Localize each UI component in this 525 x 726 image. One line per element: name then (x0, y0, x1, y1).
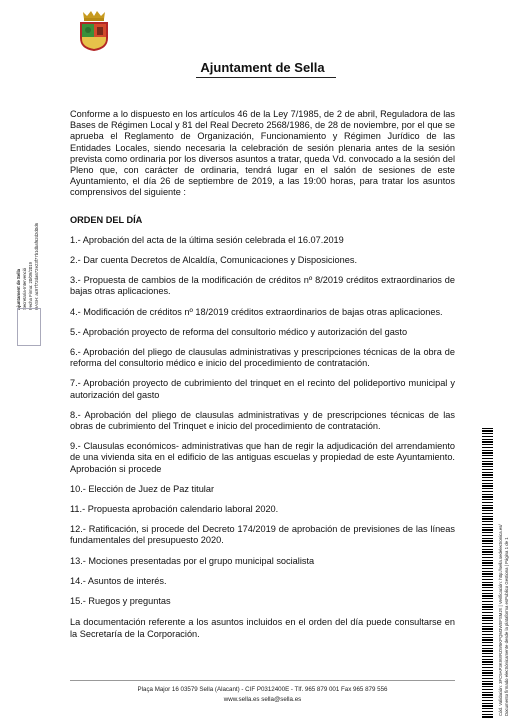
agenda-item: 3.- Propuesta de cambios de la modificación de créditos nº 8/2019 créditos extraordinarios de bajas otras aplicaciones. (70, 275, 455, 297)
agenda-item: 5.- Aprobación proyecto de reforma del consultorio médico y autorización del gasto (70, 326, 408, 337)
footer-divider (70, 680, 455, 681)
validation-sidebar (498, 416, 509, 716)
page-title: Ajuntament de Sella (200, 60, 325, 75)
closing-paragraph: La documentación referente a los asuntos incluidos en el orden del día puede consultarse en la Secretaría de la Corporación. (70, 617, 455, 639)
footer-contact: www.sella.es sella@sella.es (223, 696, 302, 703)
agenda-item: 7.- Aprobación proyecto de cubrimiento del trinquet en el recinto del polideportivo municipal y autorización del gasto (70, 378, 455, 400)
agenda-item: 6.- Aprobación del pliego de clausulas administrativas y prescripciones técnicas de la obra de reforma del consultorio médico e inicio del procedimiento de contratación. (70, 347, 455, 369)
agenda-item: 13.- Mociones presentadas por el grupo municipal socialista (70, 555, 315, 566)
agenda-item: 15.- Ruegos y preguntas (70, 596, 171, 607)
signature-date: Fecha Firma: 20/09/2019 (28, 261, 33, 310)
signer-role: Secretaria-Intervenció (22, 267, 27, 310)
agenda-item: 2.- Dar cuenta Decretos de Alcaldía, Comunicaciones y Disposiciones. (70, 255, 357, 266)
agenda-item: 9.- Clausulas económicos- administrativas que han de regir la adjudicación del arrendamiento de una vivienda sita en el edificio de las antiguas escuelas y propiedad de este Ayuntamiento. Aprobación si procede (70, 441, 455, 474)
signer-name: Ajuntament de Sella (16, 268, 21, 310)
title-underline (196, 77, 336, 78)
signature-sidebar (14, 70, 44, 330)
intro-paragraph: Conforme a lo dispuesto en los artículos 46 de la Ley 7/1985, de 2 de abril, Reguladora de las Bases de Régimen Local y 81 del Real Decreto 2568/1986, de 28 de noviembre, por el que se aprueba el Reglamento de Organización, Funcionamiento y Régimen Jurídico de las Entidades Locales, siendo necesaria la celebración de sesión plenaria antes de la sesión prevista como ordinaria por los diversos asuntos a tratar, queda Vd. convocado a la sesión del Pleno que, con carácter de ordinaria, tendrá lugar en el salón de sesiones de este Ayuntamiento, el día 26 de septiembre de 2019, a las 19:00 horas, para tratar los asuntos comprensivos del siguiente : (70, 109, 455, 198)
agenda-item: 4.- Modificación de créditos nº 18/2019 créditos extraordinarios de bajas otras aplicaciones. (70, 306, 443, 317)
signature-stamp (17, 308, 41, 346)
agenda-item: 8.- Aprobación del pliego de clausulas administrativas y de prescripciones técnicas de las obras de cubrimiento del Trinquet e inicio del procedimiento de contratación. (70, 409, 455, 432)
signature-hash: HASH: ac97f72da672e23f77b1dbaf62d2d0d6 (34, 223, 39, 310)
agenda-item: 1.- Aprobación del acta de la última sesión celebrada el 16.07.2019 (70, 234, 344, 245)
agenda-heading: ORDEN DEL DÍA (70, 214, 143, 225)
validation-code: Cód. Validación: 3FC9AP3K9WRZW5KPQM3WEFSMJX | Verificación: http://sella.sedelectronica.es/ (498, 524, 503, 716)
document-body (70, 109, 455, 640)
agenda-item: 11.- Propuesta aprobación calendario laboral 2020. (70, 504, 279, 515)
footer-address: Plaça Major 16 03579 Sella (Alacant) - CIF P0312400E - Tlf. 965 879 001 Fax 965 879 556 (137, 686, 388, 693)
validation-platform: Documento firmado electrónicamente desde la plataforma esPublico Gestiona | Página 1 de 1 (503, 537, 509, 716)
agenda-item: 14.- Asuntos de interés. (70, 575, 167, 586)
footer (70, 685, 455, 705)
agenda-item: 10.- Elección de Juez de Paz titular (70, 483, 215, 494)
coat-of-arms-icon (77, 8, 111, 52)
agenda-item: 12.- Ratificación, si procede del Decreto 174/2019 de aprobación de previsiones de las líneas fundamentales del presupuesto 2020. (70, 524, 455, 546)
barcode-image (482, 428, 493, 718)
